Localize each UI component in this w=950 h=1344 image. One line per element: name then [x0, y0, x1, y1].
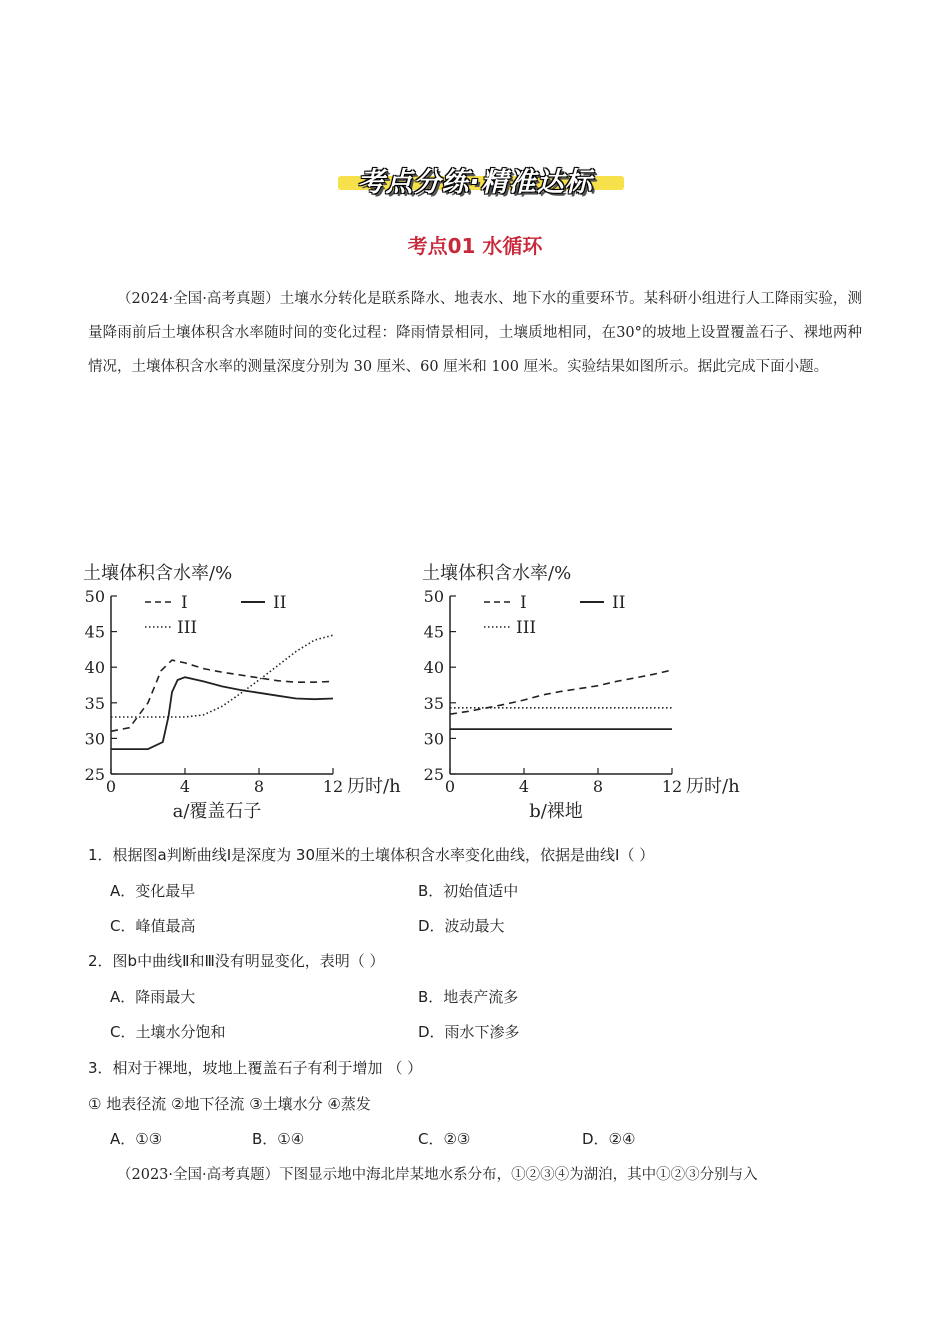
chart-b-caption: b/裸地: [529, 801, 583, 822]
chart-b-legend-label-III: III: [516, 618, 537, 638]
chart-b-xtick-label: 0: [444, 777, 456, 796]
question-3-option-c[interactable]: C．②③: [418, 1130, 471, 1148]
question-1-option-d[interactable]: D．波动最大: [418, 917, 505, 935]
chart-a-caption: a/覆盖石子: [172, 801, 262, 822]
chart-a-ytick-label: 35: [84, 693, 105, 713]
chart-b-ylabel: 土壤体积含水率/%: [422, 563, 572, 584]
chart-a-xtick-label: 4: [179, 777, 191, 796]
question-2-option-a[interactable]: A．降雨最大: [110, 988, 196, 1006]
chart-b-ytick-label: 25: [423, 765, 444, 784]
chart-a-series-II: [111, 677, 333, 749]
question-3-option-d[interactable]: D．②④: [582, 1130, 636, 1148]
chart-a-legend-label-II: II: [273, 593, 287, 613]
chart-a-ytick-label: 30: [84, 729, 105, 749]
question-1-option-b[interactable]: B．初始值适中: [418, 882, 519, 900]
question-2-option-d[interactable]: D．雨水下渗多: [418, 1023, 520, 1041]
question-2-stem: 2．图b中曲线Ⅱ和Ⅲ没有明显变化，表明（ ）: [88, 952, 385, 970]
chart-b-ytick-label: 35: [423, 693, 444, 713]
question-2-option-c[interactable]: C．土壤水分饱和: [110, 1023, 226, 1041]
chart-b-ytick-label: 30: [423, 729, 444, 749]
chart-a-series-III: [111, 635, 333, 717]
chart-a-series-I: [111, 660, 333, 731]
chart-a-ytick-label: 50: [84, 587, 105, 606]
question-3-choices: ① 地表径流 ②地下径流 ③土壤水分 ④蒸发: [88, 1095, 371, 1113]
chart-a-xlabel: 历时/h: [347, 776, 401, 797]
section-title: 考点01 水循环: [407, 234, 543, 258]
intro-paragraph-2023: （2023·全国·高考真题）下图显示地中海北岸某地水系分布，①②③④为湖泊，其中①②③分别与入: [117, 1167, 758, 1183]
chart-b-legend-label-II: II: [612, 593, 626, 613]
question-3-option-b[interactable]: B．①④: [252, 1130, 305, 1148]
chart-b-xlabel: 历时/h: [686, 776, 740, 797]
question-1-option-c[interactable]: C．峰值最高: [110, 917, 196, 935]
intro-paragraph-2024: （2024·全国·高考真题）土壤水分转化是联系降水、地表水、地下水的重要环节。某科研小组进行人工降雨实验，测量降雨前后土壤体积含水率随时间的变化过程：降雨情景相同，土壤质地相同，在30°的坡地上设置覆盖石子、裸地两种情况，土壤体积含水率的测量深度分别为 30 厘米、60 厘米和 100 厘米。实验结果如图所示。据此完成下面小题。: [88, 291, 862, 375]
question-2-option-b[interactable]: B．地表产流多: [418, 988, 519, 1006]
soil-moisture-charts: [80, 555, 780, 835]
chart-a-xtick-label: 12: [322, 777, 344, 796]
chart-a-ylabel: 土壤体积含水率/%: [83, 563, 233, 584]
chart-a-ytick-label: 45: [84, 622, 105, 642]
question-1-option-a[interactable]: A．变化最早: [110, 882, 196, 900]
chart-b-xtick-label: 4: [518, 777, 530, 796]
question-1-stem: 1．根据图a判断曲线Ⅰ是深度为 30厘米的土壤体积含水率变化曲线，依据是曲线Ⅰ（ ）: [88, 846, 655, 864]
chart-a-xtick-label: 8: [253, 777, 265, 796]
question-3-stem: 3．相对于裸地，坡地上覆盖石子有利于增加 （ ）: [88, 1059, 423, 1077]
chart-a-legend-label-I: I: [181, 593, 188, 613]
chart-b-xtick-label: 12: [661, 777, 683, 796]
chart-a-xtick-label: 0: [105, 777, 117, 796]
chart-b-legend-label-I: I: [520, 593, 527, 613]
chart-b-ytick-label: 45: [423, 622, 444, 642]
chart-a-ytick-label: 40: [84, 658, 105, 678]
section-banner: 考点分练·精准达标: [357, 167, 593, 198]
chart-b-xtick-label: 8: [592, 777, 604, 796]
chart-b-ytick-label: 40: [423, 658, 444, 678]
chart-a-ytick-label: 25: [84, 765, 105, 784]
chart-b-ytick-label: 50: [423, 587, 444, 606]
question-3-option-a[interactable]: A．①③: [110, 1130, 163, 1148]
chart-a-legend-label-III: III: [177, 618, 198, 638]
